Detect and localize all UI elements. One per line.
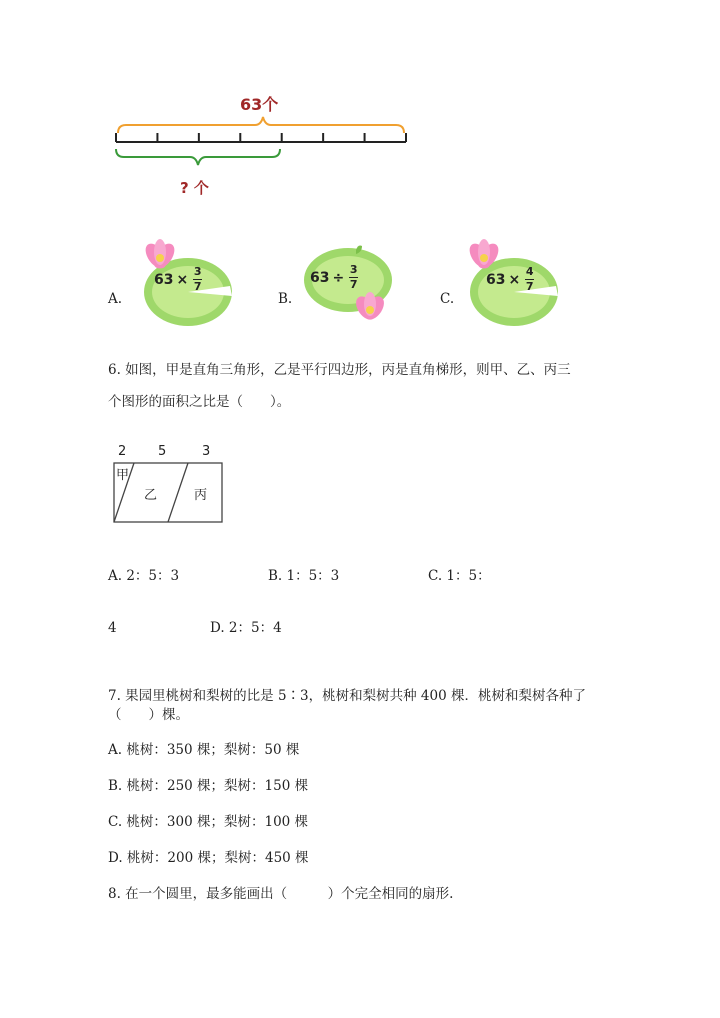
q7-option-a[interactable]: A. 桃树：350 棵；梨树：50 棵 [108,742,300,758]
part-brace [116,149,280,165]
top-label-3: 3 [202,444,211,459]
denominator: 7 [349,278,358,291]
q6-option-a[interactable]: A. 2：5：3 [108,568,180,584]
total-label: 63个 [240,95,279,114]
region-label-bing: 丙 [194,488,208,503]
denominator: 7 [193,280,202,293]
option-letter: B. [278,291,293,307]
fraction [349,264,358,291]
q5-option-c[interactable] [440,232,570,332]
part-label: ? 个 [180,179,209,197]
q6-stem-line1: 6. 如图，甲是直角三角形，乙是平行四边形，丙是直角梯形，则甲、乙、丙三 [108,362,571,378]
option-letter: C. [440,291,455,307]
fraction [193,266,202,293]
q6-option-b[interactable]: B. 1：5：3 [268,568,340,584]
q7-option-d[interactable]: D. 桃树：200 棵；梨树：450 棵 [108,850,309,866]
total-brace [118,117,404,133]
q8-stem: 8. 在一个圆里，最多能画出（ ）个完全相同的扇形. [108,886,454,902]
numerator: 3 [193,265,202,278]
option-expression [310,264,358,291]
expr-left: 63 [310,269,330,286]
q6-option-d[interactable]: D. 2：5：4 [210,620,282,636]
option-letter: A. [108,291,123,307]
q6-figure [108,444,228,529]
option-expression [154,266,202,293]
expr-operator: × [176,271,189,288]
q5-option-b[interactable] [278,232,408,332]
option-expression [486,266,534,293]
q7-option-c[interactable]: C. 桃树：300 棵；梨树：100 棵 [108,814,309,830]
expr-operator: ÷ [332,269,345,286]
expr-left: 63 [486,271,506,288]
q6-option-c[interactable]: C. 1：5： [428,568,491,584]
q5-option-a[interactable] [108,232,238,332]
q7-stem-line1: 7. 果园里桃树和梨树的比是 5∶3，桃树和梨树共种 400 棵．桃树和梨树各种了 [108,688,586,704]
q6-stem-line2: 个图形的面积之比是（ ）。 [108,394,291,410]
expr-operator: × [508,271,521,288]
top-label-2: 2 [118,444,127,459]
numerator: 3 [349,263,358,276]
q6-option-c-wrap: 4 [108,620,117,636]
region-label-yi: 乙 [144,488,158,503]
expr-left: 63 [154,271,174,288]
number-line-ticks [116,133,406,142]
denominator: 7 [525,280,534,293]
q7-stem-line2: （ ）棵。 [108,707,189,723]
numerator: 4 [525,265,534,278]
top-label-5: 5 [158,444,167,459]
fraction [525,266,534,293]
q7-option-b[interactable]: B. 桃树：250 棵；梨树：150 棵 [108,778,309,794]
region-label-jia: 甲 [116,468,130,483]
